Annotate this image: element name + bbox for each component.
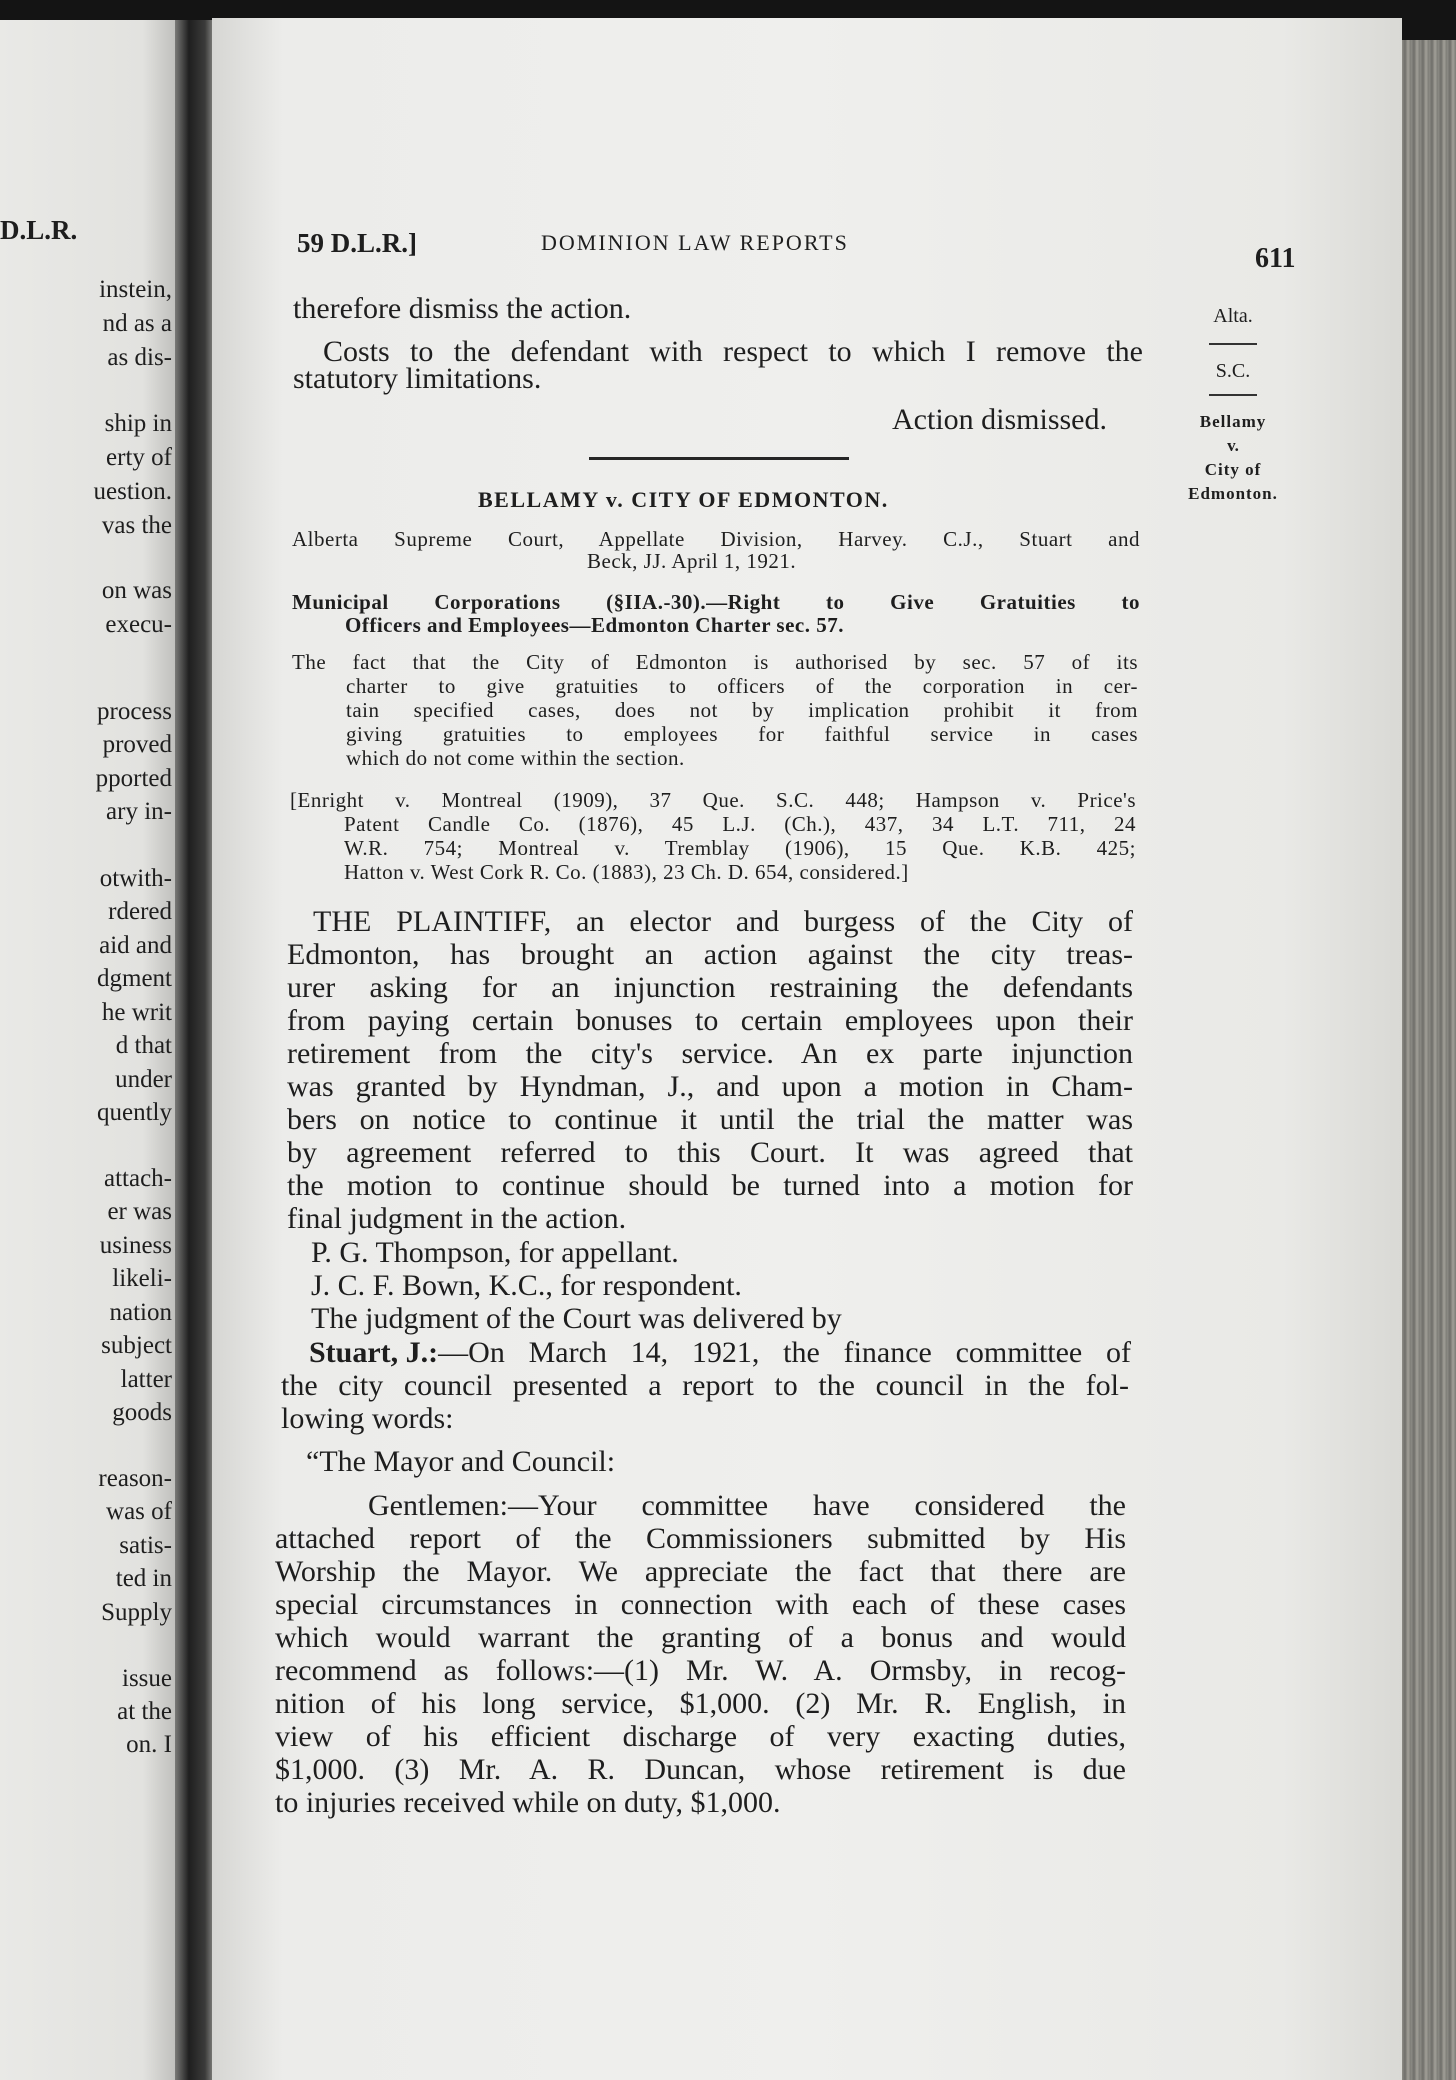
quote-line: recommend as follows:—(1) Mr. W. A. Ormsby, in recog- xyxy=(275,1654,1126,1687)
side-note-province: Alta. xyxy=(1213,305,1253,327)
left-page-fragment: likeli- xyxy=(112,1265,172,1292)
case-title: BELLAMY v. CITY OF EDMONTON. xyxy=(478,487,889,512)
court-line: Alberta Supreme Court, Appellate Division, Harvey. C.J., Stuart and xyxy=(292,527,1140,551)
quote-line: $1,000. (3) Mr. A. R. Duncan, whose retirement is due xyxy=(275,1753,1126,1786)
body-line: urer asking for an injunction restraining the defendants xyxy=(287,971,1133,1004)
left-page-fragment: on. I xyxy=(126,1731,172,1758)
left-page-fragment: on was xyxy=(101,577,172,604)
quote-line: special circumstances in connection with each of these cases xyxy=(275,1588,1126,1621)
left-page-fragment: Supply xyxy=(101,1599,172,1626)
opinion-text: —On March 14, 1921, the finance committee of xyxy=(438,1336,1131,1369)
side-note-rule xyxy=(1209,343,1257,345)
counsel-line: The judgment of the Court was delivered by xyxy=(311,1302,842,1335)
text-line: statutory limitations. xyxy=(293,362,542,395)
left-page-fragment: ary in- xyxy=(106,798,172,825)
body-line: bers on notice to continue it until the trial the matter was xyxy=(287,1103,1133,1136)
left-page-fragment: subject xyxy=(101,1332,172,1359)
left-page-fragment: otwith- xyxy=(99,865,172,892)
counsel-line: P. G. Thompson, for appellant. xyxy=(311,1236,679,1269)
left-page-fragment: at the xyxy=(117,1698,172,1725)
summary-line: The fact that the City of Edmonton is authorised by sec. 57 of its xyxy=(292,650,1138,674)
quote-line: Gentlemen:—Your committee have considered the xyxy=(368,1489,1126,1522)
citation-line: W.R. 754; Montreal v. Tremblay (1906), 15 Que. K.B. 425; xyxy=(344,836,1136,860)
side-note-case: Edmonton. xyxy=(1188,484,1278,503)
opinion-line: lowing words: xyxy=(281,1402,454,1435)
left-page-fragment: issue xyxy=(122,1665,172,1692)
left-page-fragment: was of xyxy=(106,1498,172,1525)
left-page-fragment: reason- xyxy=(98,1465,172,1492)
judge-name: Stuart, J.: xyxy=(309,1336,439,1369)
side-note-case: City of xyxy=(1204,460,1262,479)
left-page-fragment: ted in xyxy=(115,1565,172,1592)
quote-line: which would warrant the granting of a bonus and would xyxy=(275,1621,1126,1654)
side-note-rule xyxy=(1209,394,1257,396)
counsel-line: J. C. F. Bown, K.C., for respondent. xyxy=(311,1269,742,1302)
side-note-court: S.C. xyxy=(1215,360,1251,382)
body-line: final judgment in the action. xyxy=(287,1202,627,1235)
body-line: the motion to continue should be turned into a motion for xyxy=(287,1169,1133,1202)
opinion-first-line xyxy=(309,1336,1131,1370)
page-edge-stack xyxy=(1402,40,1456,2080)
left-page-fragment: attach- xyxy=(103,1165,172,1192)
left-page-fragment: under xyxy=(115,1066,172,1093)
citation-line: [Enright v. Montreal (1909), 37 Que. S.C. 448; Hampson v. Price's xyxy=(290,788,1136,812)
body-line: Edmonton, has brought an action against the city treas- xyxy=(287,938,1133,971)
left-page-fragment: vas the xyxy=(101,512,172,539)
left-running-head: D.L.R. xyxy=(0,215,78,245)
left-page-fragment: quently xyxy=(97,1099,172,1126)
side-note-case: v. xyxy=(1227,436,1239,455)
left-page-fragment: erty of xyxy=(106,444,172,471)
text-line: therefore dismiss the action. xyxy=(293,292,632,325)
citation-line: Hatton v. West Cork R. Co. (1883), 23 Ch. D. 654, considered.] xyxy=(344,860,909,884)
left-page-fragment: he writ xyxy=(101,999,172,1026)
left-page-fragment: ship in xyxy=(104,410,172,437)
left-page-fragment: d that xyxy=(115,1032,172,1059)
disposition: Action dismissed. xyxy=(892,403,1107,436)
left-page-fragment: goods xyxy=(112,1399,172,1426)
side-note-case: Bellamy xyxy=(1199,412,1267,431)
book-gutter xyxy=(175,20,215,2080)
left-page-fragment: satis- xyxy=(119,1532,172,1559)
quote-line: “The Mayor and Council: xyxy=(306,1445,616,1478)
quote-line: view of his efficient discharge of very exacting duties, xyxy=(275,1720,1126,1753)
left-page-fragment: aid and xyxy=(99,932,172,959)
left-page-fragment: latter xyxy=(120,1366,172,1393)
volume-reference: 59 D.L.R.] xyxy=(297,228,417,258)
left-page-fragment: instein, xyxy=(99,276,172,303)
text-line: Costs to the defendant with respect to which I remove the xyxy=(323,335,1143,368)
left-page-fragment: process xyxy=(97,698,172,725)
left-page-fragment: uestion. xyxy=(93,478,172,505)
body-line: THE PLAINTIFF, an elector and burgess of the City of xyxy=(313,905,1133,938)
left-page-fragment: dgment xyxy=(97,965,172,992)
page-number: 611 xyxy=(1255,243,1296,274)
citation-line: Patent Candle Co. (1876), 45 L.J. (Ch.), 437, 34 L.T. 711, 24 xyxy=(344,812,1136,836)
quote-line: to injuries received while on duty, $1,000. xyxy=(275,1786,781,1819)
court-line: Beck, JJ. April 1, 1921. xyxy=(587,549,797,573)
opinion-line: the city council presented a report to the council in the fol- xyxy=(281,1369,1129,1402)
quote-line: nition of his long service, $1,000. (2) Mr. R. English, in xyxy=(275,1687,1126,1720)
summary-line: charter to give gratuities to officers of the corporation in cer- xyxy=(346,674,1138,698)
quote-line: Worship the Mayor. We appreciate the fact that there are xyxy=(275,1555,1126,1588)
headnote: Officers and Employees—Edmonton Charter sec. 57. xyxy=(345,613,844,637)
left-page-fragment: rdered xyxy=(108,898,172,925)
quote-line: attached report of the Commissioners submitted by His xyxy=(275,1522,1126,1555)
left-page-fragment: usiness xyxy=(99,1232,172,1259)
left-page-fragment: nd as a xyxy=(102,310,172,337)
left-page-fragment: execu- xyxy=(105,611,172,638)
body-line: was granted by Hyndman, J., and upon a motion in Cham- xyxy=(287,1070,1133,1103)
left-page-fragment: as dis- xyxy=(107,344,172,371)
summary-line: which do not come within the section. xyxy=(346,746,685,770)
left-page-fragment: proved xyxy=(102,731,172,758)
reporter-title: DOMINION LAW REPORTS xyxy=(541,230,849,255)
section-divider xyxy=(589,457,849,460)
left-page-fragment: pported xyxy=(95,765,172,792)
body-line: retirement from the city's service. An ex parte injunction xyxy=(287,1037,1133,1070)
summary-line: giving gratuities to employees for faithful service in cases xyxy=(346,722,1138,746)
left-page-fragment: er was xyxy=(107,1198,172,1225)
headnote: Municipal Corporations (§IIA.-30).—Right to Give Gratuities to xyxy=(292,590,1140,614)
summary-line: tain specified cases, does not by implication prohibit it from xyxy=(346,698,1138,722)
body-line: by agreement referred to this Court. It was agreed that xyxy=(287,1136,1133,1169)
body-line: from paying certain bonuses to certain employees upon their xyxy=(287,1004,1133,1037)
left-page-fragment: nation xyxy=(109,1299,172,1326)
